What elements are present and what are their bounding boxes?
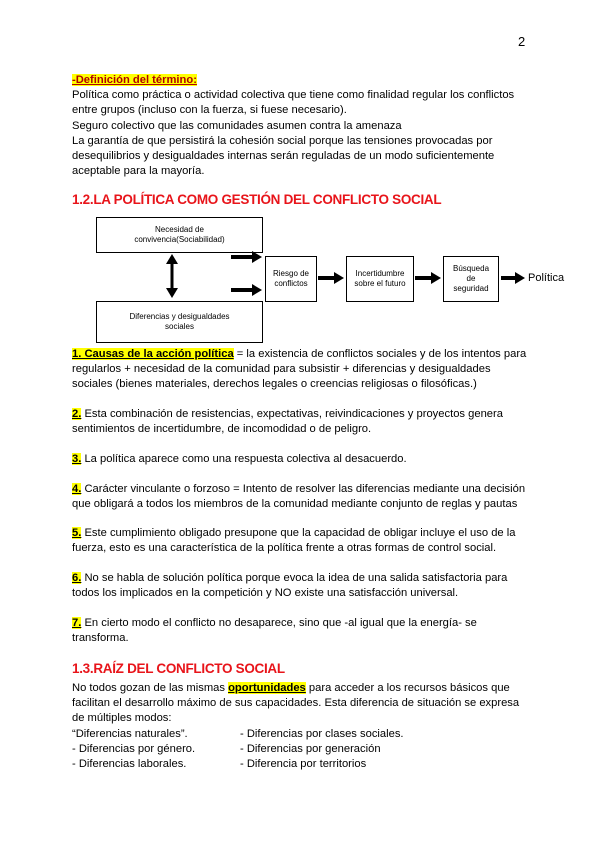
box-busqueda-seguridad: Búsqueda de seguridad [443, 256, 499, 302]
box-incertidumbre: Incertidumbre sobre el futuro [346, 256, 414, 302]
item-1: 1. Causas de la acción política = la existencia de conflictos sociales y de los intentos para regularlos + necesidad de la comunidad para subsistir + diferencias y desigualdades sociales (bienes materiales, derechos legales o creencias religiosas o filosóficas.) [72, 348, 527, 391]
list-item: “Diferencias naturales”. - Diferencias por clases sociales. [72, 727, 404, 740]
section-heading-1-2: 1.2.LA POLÍTICA COMO GESTIÓN DEL CONFLICTO SOCIAL [72, 192, 442, 207]
box-necesidad-convivencia: Necesidad de convivencia(Sociabilidad) [96, 217, 263, 253]
definition-title: -Definición del término: [72, 74, 197, 86]
definition-line-2: Seguro colectivo que las comunidades asumen contra la amenaza [72, 119, 402, 132]
page-number: 2 [518, 34, 526, 49]
item-4: 4. Carácter vinculante o forzoso = Intento de resolver las diferencias mediante una decisión que obligará a todos los miembros de la comunidad mediante conjunto de reglas y pautas [72, 483, 526, 511]
arrow-right-icon [415, 272, 441, 284]
item-3: 3. La política aparece como una respuesta colectiva al desacuerdo. [72, 453, 407, 465]
item-6: 6. No se habla de solución política porque evoca la idea de una salida satisfactoria para todos los implicados en la competición y NO existe una satisfacción universal. [72, 572, 508, 600]
item-7: 7. En cierto modo el conflicto no desaparece, sino que -al igual que la energía- se transforma. [72, 617, 477, 645]
diagram-arrows [0, 0, 600, 360]
result-politica: Política [528, 272, 565, 284]
box-riesgo-conflictos: Riesgo de conflictos [265, 256, 317, 302]
item-2: 2. Esta combinación de resistencias, expectativas, reivindicaciones y proyectos genera sentimientos de incertidumbre, de incomodidad o de peligro. [72, 408, 503, 436]
double-vertical-arrow-icon [166, 254, 178, 298]
box-diferencias-desigualdades: Diferencias y desigualdades sociales [96, 301, 263, 343]
section-1-3-intro: No todos gozan de las mismas oportunidades para acceder a los recursos básicos que facilitan el desarrollo máximo de sus capacidades. Esta diferencia de situación se expresa de múltiples modos: [72, 682, 520, 725]
arrow-right-icon [231, 251, 262, 263]
definition-line-1: Política como práctica o actividad colectiva que tiene como finalidad regular los conflictos entre grupos (incluso con la fuerza, si fuese necesario). [72, 89, 515, 117]
list-item: - Diferencias laborales. - Diferencia por territorios [72, 758, 367, 771]
item-5: 5. Este cumplimiento obligado presupone que la capacidad de obligar incluye el uso de la fuerza, esto es una característica de la política frente a otras formas de control social. [72, 527, 516, 555]
arrow-right-icon [231, 284, 262, 296]
arrow-right-icon [318, 272, 344, 284]
arrow-right-icon [501, 272, 525, 284]
list-item: - Diferencias por género. - Diferencias por generación [72, 742, 381, 755]
definition-line-3: La garantía de que persistirá la cohesión social porque las tensiones provocadas por desequilibrios y desigualdades internas serán reguladas de un modo suficientemente aceptable para la mayoría. [72, 134, 495, 178]
section-heading-1-3: 1.3.RAÍZ DEL CONFLICTO SOCIAL [72, 661, 285, 676]
section-1-3-body [72, 681, 532, 772]
